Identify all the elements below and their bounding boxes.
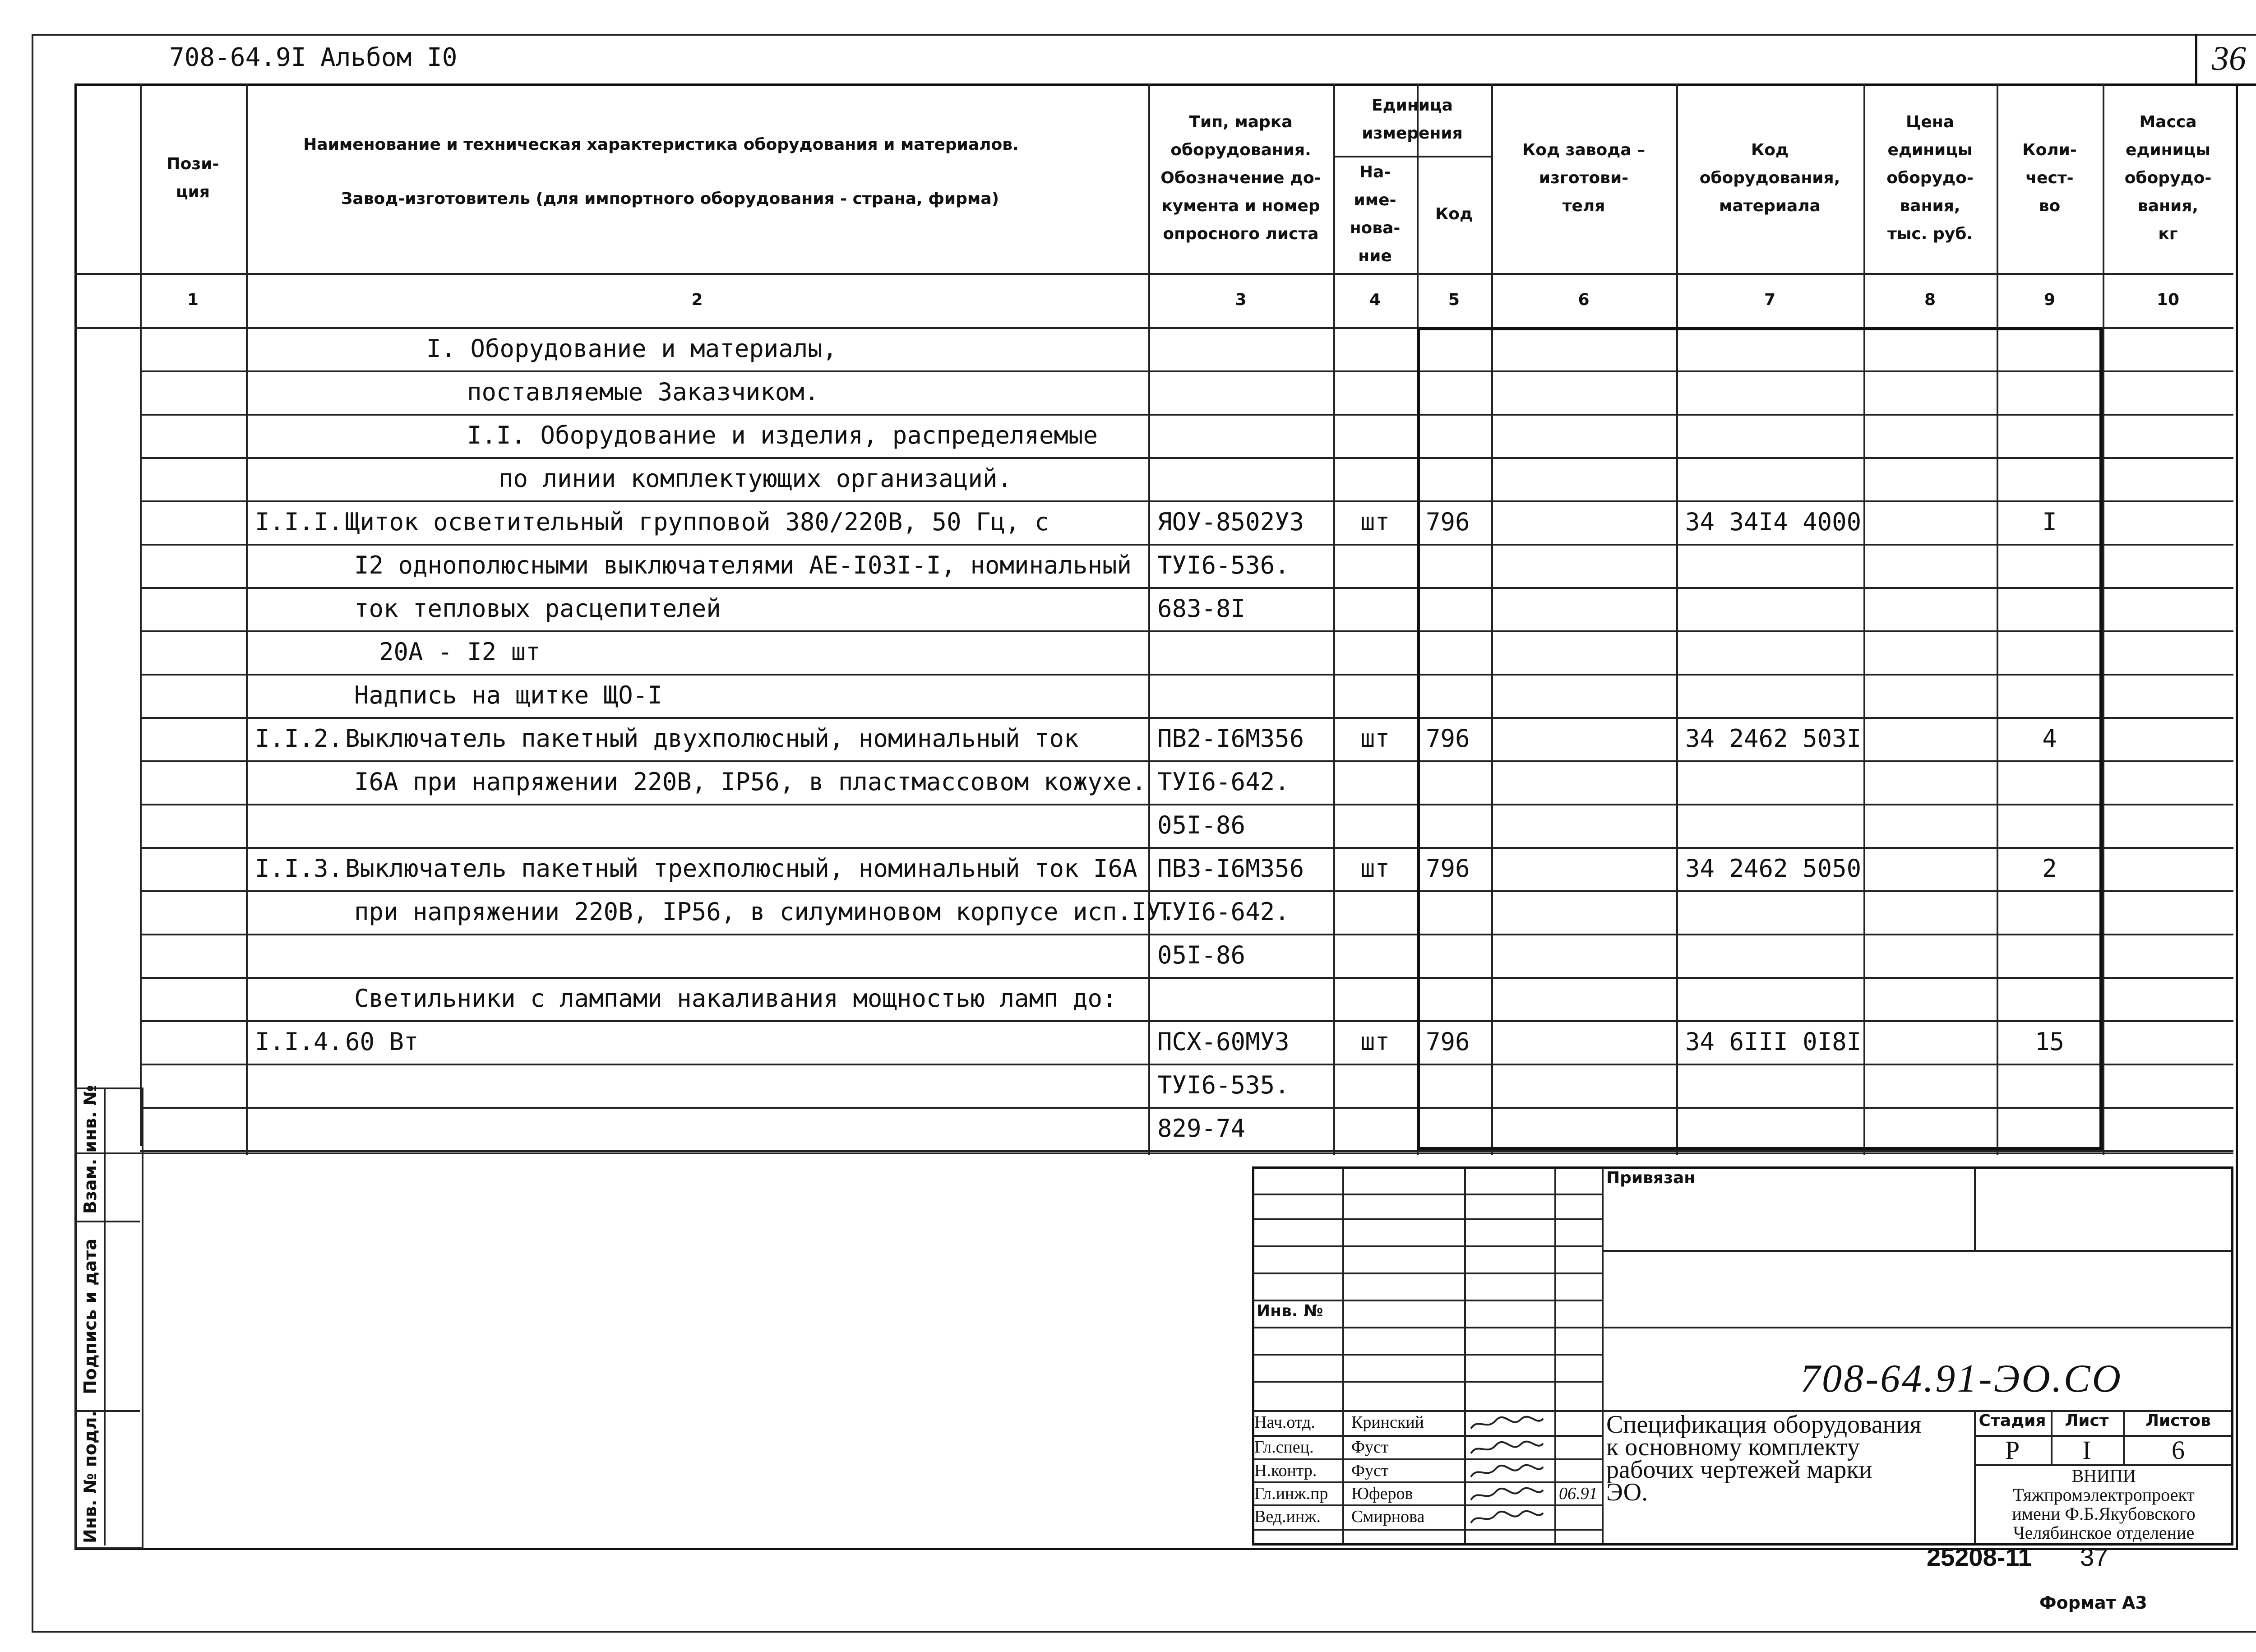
header-price: Цена единицы оборудо- вания, тыс. руб.	[1886, 113, 1974, 243]
sheet-label: Лист	[2065, 1411, 2109, 1430]
row-unit-code: 796	[1426, 508, 1470, 536]
row-name: Выключатель пакетный трехполюсный, номинальный ток I6А	[345, 854, 1137, 883]
row-equipment-code: 34 2462 5050	[1685, 854, 1862, 883]
column-number: 10	[2156, 291, 2180, 309]
header-unit-group: Единица измерения	[1362, 96, 1463, 143]
row-name: I. Оборудование и материалы,	[426, 334, 837, 363]
signer-role: Гл.инж.пр	[1254, 1484, 1328, 1503]
column-number: 7	[1764, 291, 1776, 309]
signature	[1469, 1486, 1545, 1503]
signer-name: Фуст	[1351, 1438, 1389, 1457]
row-position: I.I.3.	[255, 854, 343, 883]
column-number: 4	[1369, 291, 1381, 309]
header-unit-name: На- име- нова- ние	[1350, 163, 1401, 265]
sheet-value: I	[2082, 1435, 2091, 1465]
row-quantity: I	[2042, 508, 2057, 536]
page-number-box	[2195, 34, 2256, 86]
column-number: 8	[1924, 291, 1936, 309]
format-label: Формат A3	[2039, 1593, 2147, 1613]
row-quantity: 4	[2042, 724, 2057, 753]
row-name: ток тепловых расцепителей	[354, 594, 721, 623]
signer-role: Н.контр.	[1254, 1461, 1317, 1480]
header-equipment-code: Код оборудования, материала	[1699, 141, 1840, 215]
row-unit-code: 796	[1426, 854, 1470, 883]
row-name: Надпись на щитке ЩО-I	[354, 681, 662, 709]
signer-role: Вед.инж.	[1254, 1507, 1321, 1526]
row-type: 683-8I	[1157, 594, 1246, 623]
signature	[1469, 1509, 1545, 1526]
row-unit: шт	[1360, 854, 1390, 883]
signature	[1469, 1440, 1545, 1456]
header-factory-code: Код завода – изготови- теля	[1522, 141, 1646, 215]
row-position: I.I.I.	[255, 508, 343, 536]
row-unit: шт	[1360, 1027, 1390, 1056]
row-unit-code: 796	[1426, 1027, 1470, 1056]
row-name: Щиток осветительный групповой 380/220В, 50 Гц, с	[345, 508, 1049, 536]
row-name: 20А - I2 шт	[379, 638, 541, 666]
row-type: 829-74	[1157, 1114, 1246, 1143]
signer-role: Нач.отд.	[1254, 1413, 1315, 1432]
header-unit-code: Код	[1435, 205, 1473, 223]
row-name: I2 однополюсными выключателями АЕ-I03I-I, номинальный	[354, 551, 1132, 579]
column-number: 6	[1578, 291, 1590, 309]
row-type: ПВ3-I6М356	[1157, 854, 1304, 883]
row-type: ТУI6-642.	[1157, 898, 1290, 926]
row-type: 05I-86	[1157, 811, 1246, 839]
row-name: 60 Вт	[345, 1027, 419, 1056]
column-number: 5	[1448, 291, 1460, 309]
row-name: поставляемые Заказчиком.	[467, 378, 819, 406]
row-unit: шт	[1360, 508, 1390, 536]
header-position: Пози- ция	[166, 155, 219, 201]
inv-label: Инв. №	[1257, 1302, 1323, 1320]
row-type: ЯОУ-8502У3	[1157, 508, 1304, 536]
sheets-value: 6	[2172, 1435, 2185, 1465]
row-type: ПВ2-I6М356	[1157, 724, 1304, 753]
row-unit: шт	[1360, 724, 1390, 753]
signature	[1469, 1463, 1545, 1480]
row-equipment-code: 34 2462 503I	[1685, 724, 1862, 753]
column-number: 9	[2043, 291, 2056, 309]
organization: ВНИПИ Тяжпромэлектропроект имени Ф.Б.Якубовского Челябинское отделение	[2012, 1466, 2196, 1543]
row-position: I.I.2.	[255, 724, 343, 753]
header-name-line2: Завод-изготовитель (для импортного оборудования - страна, фирма)	[341, 190, 999, 208]
row-type: ПСХ-60МУ3	[1157, 1027, 1290, 1056]
row-quantity: 15	[2034, 1027, 2065, 1056]
row-name: Выключатель пакетный двухполюсный, номинальный ток	[345, 724, 1079, 753]
sheets-label: Листов	[2145, 1411, 2211, 1430]
doc-number: 708-64.9I	[169, 43, 306, 72]
signer-date: 06.91	[1559, 1484, 1598, 1503]
header-type: Тип, марка оборудования. Обозначение до- кумента и номер опросного листа	[1160, 113, 1321, 243]
stage-label: Стадия	[1979, 1411, 2046, 1430]
archive-number: 25208-11	[1927, 1543, 2032, 1571]
row-type: 05I-86	[1157, 941, 1246, 969]
signer-name: Кринский	[1351, 1413, 1424, 1432]
signer-role: Гл.спец.	[1254, 1438, 1314, 1457]
bound-label: Привязан	[1606, 1169, 1696, 1187]
row-equipment-code: 34 6III 0I8I	[1685, 1027, 1862, 1056]
row-position: I.I.4.	[255, 1027, 343, 1056]
row-type: ТУI6-642.	[1157, 768, 1290, 796]
row-name: Светильники с лампами накаливания мощностью ламп до:	[354, 984, 1117, 1013]
signature	[1469, 1415, 1545, 1431]
signer-name: Юферов	[1351, 1484, 1413, 1503]
album-label: Альбом I0	[320, 43, 458, 72]
replace-inv-label: Взам. инв. №	[80, 1085, 100, 1214]
row-name: по линии комплектующих организаций.	[499, 464, 1012, 493]
header-mass: Масса единицы оборудо- вания, кг	[2124, 113, 2212, 243]
column-number: 3	[1235, 291, 1247, 309]
row-type: ТУI6-535.	[1157, 1071, 1290, 1099]
inv-original-label: Инв. № подл.	[80, 1410, 100, 1543]
signer-name: Смирнова	[1351, 1507, 1425, 1526]
column-number: 1	[187, 291, 199, 309]
row-quantity: 2	[2042, 854, 2057, 883]
row-equipment-code: 34 34I4 4000	[1685, 508, 1862, 536]
row-name: I.I. Оборудование и изделия, распределяемые	[467, 421, 1098, 449]
page-number: 36	[2212, 40, 2246, 78]
column-number: 2	[691, 291, 703, 309]
row-name: I6А при напряжении 220В, IР56, в пластмассовом кожухе.	[354, 768, 1146, 796]
drawing-code: 708-64.91-ЭО.СО	[1800, 1357, 2123, 1401]
header-quantity: Коли- чест- во	[2022, 141, 2077, 215]
stage-value: Р	[2005, 1435, 2020, 1465]
archive-sheet: 37	[2080, 1543, 2108, 1571]
row-type: ТУI6-536.	[1157, 551, 1290, 579]
sign-date-label: Подпись и дата	[80, 1238, 100, 1394]
row-unit-code: 796	[1426, 724, 1470, 753]
row-name: при напряжении 220В, IР56, в силуминовом корпусе исп.IУ.	[354, 898, 1176, 926]
signer-name: Фуст	[1351, 1461, 1389, 1480]
header-name-line1: Наименование и техническая характеристика оборудования и материалов.	[303, 135, 1019, 154]
drawing-title: Спецификация оборудования к основному комплекту рабочих чертежей марки ЭО.	[1606, 1411, 1922, 1506]
